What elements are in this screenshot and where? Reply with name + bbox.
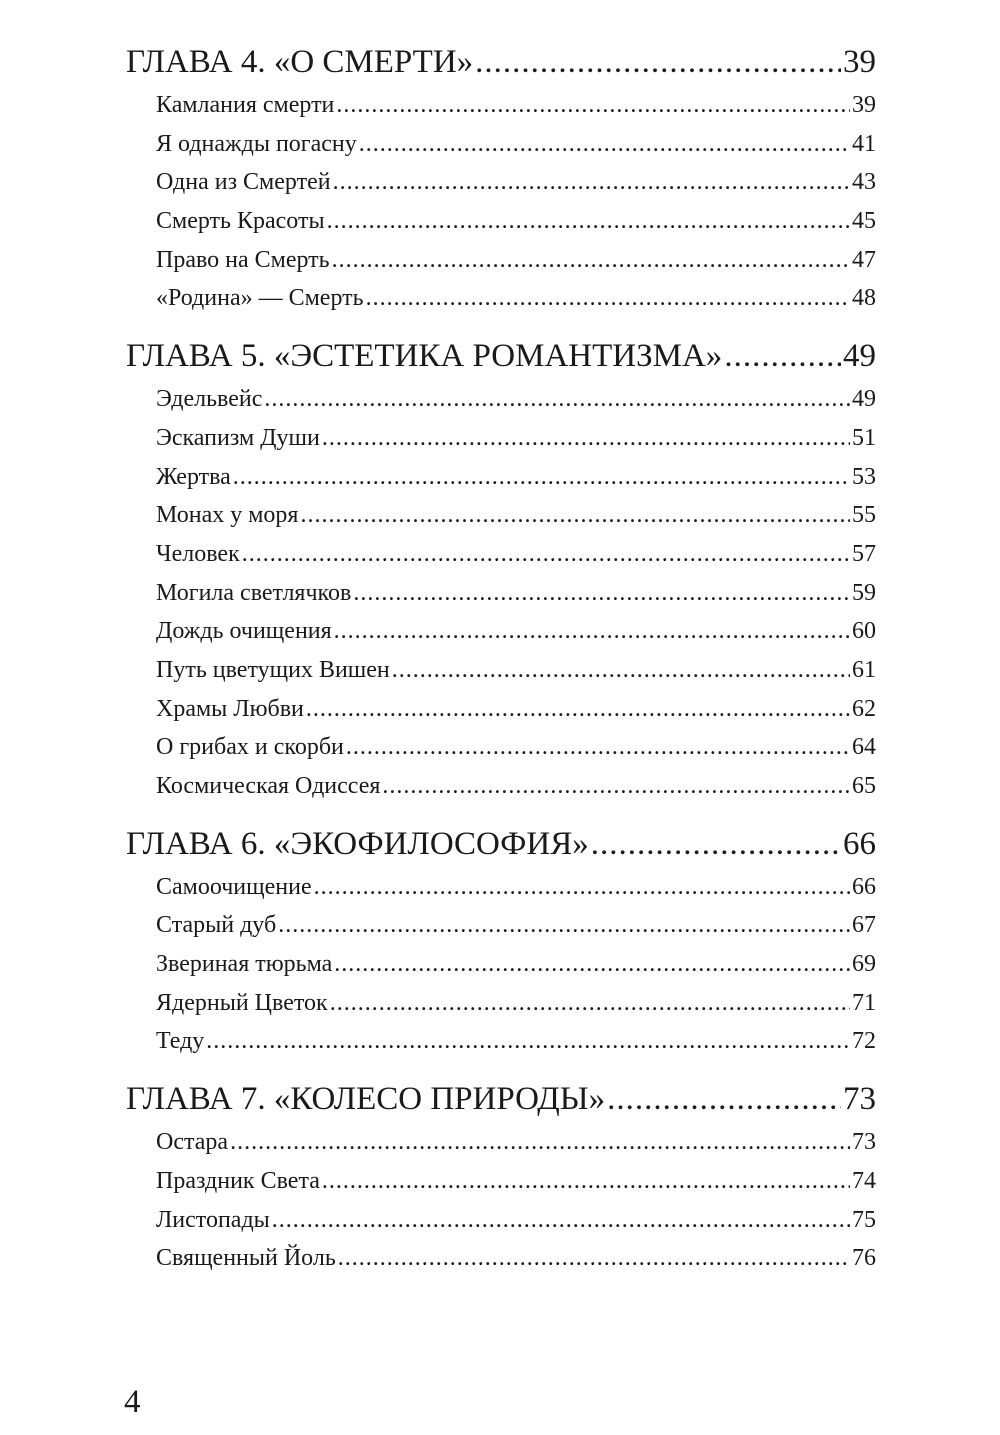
entry-title: Монах у моря bbox=[156, 502, 299, 529]
entry-page-number: 62 bbox=[852, 695, 876, 722]
chapter-page-number: 66 bbox=[843, 825, 876, 862]
dot-leader bbox=[336, 86, 850, 125]
toc-entry bbox=[126, 380, 876, 419]
entry-title: Старый дуб bbox=[156, 912, 277, 939]
dot-leader bbox=[475, 38, 841, 86]
entry-title: Самоочищение bbox=[156, 873, 312, 900]
dot-leader bbox=[206, 1022, 850, 1061]
page-number: 4 bbox=[124, 1384, 141, 1420]
dot-leader bbox=[322, 419, 850, 458]
toc-entry bbox=[126, 1239, 876, 1278]
dot-leader bbox=[607, 1075, 841, 1123]
dot-leader bbox=[242, 535, 850, 574]
chapter-title: ГЛАВА 5. «ЭСТЕТИКА РОМАНТИЗМА» bbox=[126, 338, 723, 375]
entry-page-number: 67 bbox=[852, 912, 876, 939]
dot-leader bbox=[306, 690, 850, 729]
entry-page-number: 57 bbox=[852, 540, 876, 567]
entry-page-number: 48 bbox=[852, 285, 876, 312]
entry-page-number: 74 bbox=[852, 1167, 876, 1194]
entry-title: Смерть Красоты bbox=[156, 208, 325, 235]
dot-leader bbox=[724, 332, 841, 380]
entry-title: О грибах и скорби bbox=[156, 734, 344, 761]
toc-entry bbox=[126, 1162, 876, 1201]
entry-page-number: 71 bbox=[852, 989, 876, 1016]
entry-title: Эдельвейс bbox=[156, 386, 263, 413]
toc-entry bbox=[126, 163, 876, 202]
toc-chapter bbox=[126, 820, 876, 1061]
dot-leader bbox=[338, 1239, 850, 1278]
entry-title: Теду bbox=[156, 1028, 205, 1055]
dot-leader bbox=[300, 496, 850, 535]
toc-entry bbox=[126, 125, 876, 164]
dot-leader bbox=[314, 868, 850, 907]
toc-entry bbox=[126, 419, 876, 458]
dot-leader bbox=[272, 1201, 850, 1240]
entry-title: Жертва bbox=[156, 463, 231, 490]
entry-page-number: 47 bbox=[852, 246, 876, 273]
dot-leader bbox=[353, 574, 850, 613]
dot-leader bbox=[392, 651, 850, 690]
toc-entry bbox=[126, 728, 876, 767]
table-of-contents bbox=[126, 38, 876, 1292]
toc-entry bbox=[126, 86, 876, 125]
chapter-heading bbox=[126, 820, 876, 868]
chapter-title: ГЛАВА 7. «КОЛЕСО ПРИРОДЫ» bbox=[126, 1081, 606, 1118]
entry-title: Остара bbox=[156, 1129, 229, 1156]
entry-page-number: 45 bbox=[852, 208, 876, 235]
toc-entry bbox=[126, 1123, 876, 1162]
chapter-page-number: 49 bbox=[843, 338, 876, 375]
entry-page-number: 59 bbox=[852, 579, 876, 606]
toc-entry bbox=[126, 279, 876, 318]
entry-title: Камлания смерти bbox=[156, 92, 335, 118]
entry-title: Я однажды погасну bbox=[156, 130, 357, 157]
entry-title: Космическая Одиссея bbox=[156, 773, 381, 799]
dot-leader bbox=[230, 1123, 850, 1162]
dot-leader bbox=[591, 820, 841, 868]
entry-page-number: 43 bbox=[852, 169, 876, 196]
entry-page-number: 49 bbox=[852, 386, 876, 413]
entry-page-number: 60 bbox=[852, 618, 876, 645]
toc-entry bbox=[126, 945, 876, 984]
dot-leader bbox=[346, 728, 850, 767]
entry-title: Праздник Света bbox=[156, 1167, 320, 1194]
dot-leader bbox=[322, 1162, 850, 1201]
toc-chapter bbox=[126, 1075, 876, 1278]
dot-leader bbox=[334, 612, 850, 651]
entry-page-number: 41 bbox=[852, 130, 876, 157]
entry-page-number: 61 bbox=[852, 656, 876, 683]
dot-leader bbox=[366, 279, 850, 318]
entry-page-number: 75 bbox=[852, 1206, 876, 1233]
toc-entry bbox=[126, 202, 876, 241]
entry-title: Звериная тюрьма bbox=[156, 951, 333, 978]
toc-entry bbox=[126, 612, 876, 651]
chapter-page-number: 73 bbox=[843, 1081, 876, 1118]
toc-chapter bbox=[126, 332, 876, 806]
entry-title: Листопады bbox=[156, 1206, 270, 1233]
chapter-heading bbox=[126, 1075, 876, 1123]
dot-leader bbox=[334, 945, 850, 984]
entry-title: Эскапизм Души bbox=[156, 424, 320, 451]
toc-entry bbox=[126, 458, 876, 497]
entry-title: Одна из Смертей bbox=[156, 169, 331, 196]
entry-title: «Родина» — Смерть bbox=[156, 285, 364, 312]
chapter-heading bbox=[126, 38, 876, 86]
entry-page-number: 39 bbox=[852, 92, 876, 118]
entry-page-number: 72 bbox=[852, 1028, 876, 1055]
dot-leader bbox=[333, 163, 850, 202]
dot-leader bbox=[233, 458, 850, 497]
toc-entry bbox=[126, 984, 876, 1023]
toc-entry bbox=[126, 651, 876, 690]
chapter-heading bbox=[126, 332, 876, 380]
entry-page-number: 76 bbox=[852, 1245, 876, 1272]
dot-leader bbox=[332, 241, 850, 280]
entry-title: Священный Йоль bbox=[156, 1245, 336, 1272]
dot-leader bbox=[278, 906, 850, 945]
entry-title: Путь цветущих Вишен bbox=[156, 656, 390, 683]
entry-title: Ядерный Цветок bbox=[156, 989, 328, 1016]
toc-entry bbox=[126, 906, 876, 945]
toc-entry bbox=[126, 690, 876, 729]
entry-page-number: 69 bbox=[852, 951, 876, 978]
entry-title: Храмы Любви bbox=[156, 695, 304, 722]
entry-title: Могила светлячков bbox=[156, 579, 352, 606]
toc-entry bbox=[126, 535, 876, 574]
toc-entry bbox=[126, 767, 876, 806]
toc-entry bbox=[126, 868, 876, 907]
toc-entry bbox=[126, 496, 876, 535]
entry-page-number: 65 bbox=[852, 773, 876, 799]
dot-leader bbox=[327, 202, 850, 241]
toc-entry bbox=[126, 574, 876, 613]
dot-leader bbox=[359, 125, 850, 164]
entry-title: Право на Смерть bbox=[156, 246, 330, 273]
entry-page-number: 55 bbox=[852, 502, 876, 529]
entry-page-number: 53 bbox=[852, 463, 876, 490]
entry-title: Дождь очищения bbox=[156, 618, 332, 645]
dot-leader bbox=[330, 984, 850, 1023]
chapter-page-number: 39 bbox=[843, 44, 876, 80]
toc-entry bbox=[126, 241, 876, 280]
entry-page-number: 66 bbox=[852, 873, 876, 900]
chapter-title: ГЛАВА 6. «ЭКОФИЛОСОФИЯ» bbox=[126, 825, 589, 862]
entry-title: Человек bbox=[156, 540, 240, 567]
chapter-title: ГЛАВА 4. «О СМЕРТИ» bbox=[126, 44, 474, 80]
toc-chapter bbox=[126, 38, 876, 318]
dot-leader bbox=[264, 380, 850, 419]
toc-entry bbox=[126, 1201, 876, 1240]
entry-page-number: 51 bbox=[852, 424, 876, 451]
toc-entry bbox=[126, 1022, 876, 1061]
dot-leader bbox=[382, 767, 850, 806]
entry-page-number: 64 bbox=[852, 734, 876, 761]
entry-page-number: 73 bbox=[852, 1129, 876, 1156]
